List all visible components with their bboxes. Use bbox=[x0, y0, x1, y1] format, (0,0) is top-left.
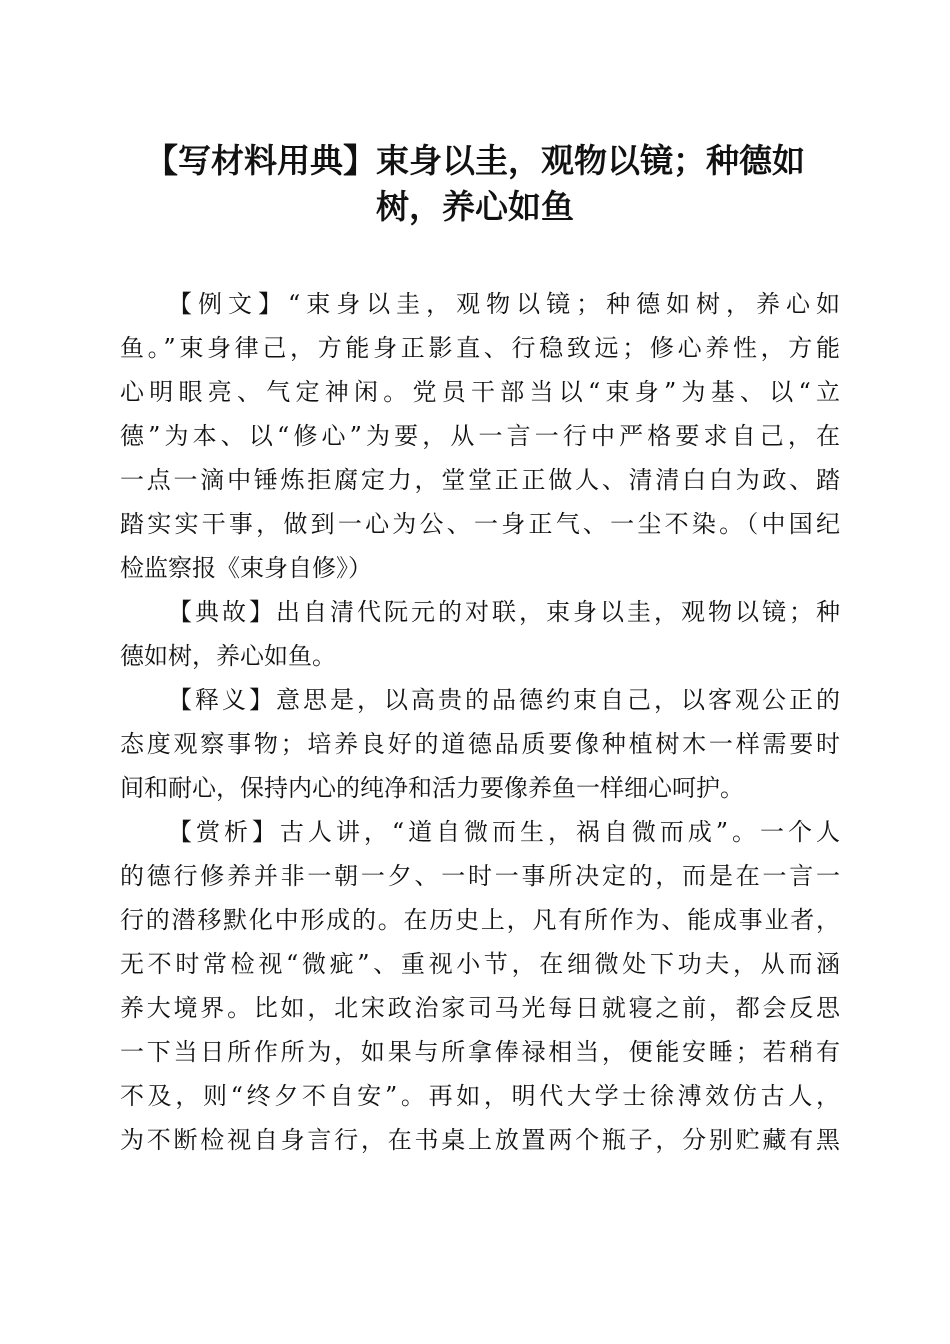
paragraph-example-line: 心明眼亮、气定神闲。党员干部当以“束身”为基、以“立 bbox=[120, 378, 840, 406]
document-body bbox=[120, 282, 840, 1162]
paragraph-appreciation-line: 为不断检视自身言行，在书桌上放置两个瓶子，分别贮藏有黑 bbox=[120, 1126, 840, 1154]
paragraph-example-line: 踏实实干事，做到一心为公、一身正气、一尘不染。（中国纪 bbox=[120, 510, 840, 538]
title-line-1: 【写材料用典】束身以圭，观物以镜；种德如 bbox=[145, 141, 805, 180]
paragraph-allusion-line: 德如树，养心如鱼。 bbox=[120, 642, 336, 670]
paragraph-meaning-line: 【释义】意思是，以高贵的品德约束自己，以客观公正的 bbox=[168, 686, 840, 714]
document-title bbox=[100, 138, 850, 230]
paragraph-appreciation-line: 无不时常检视“微疵”、重视小节，在细微处下功夫，从而涵 bbox=[120, 950, 840, 978]
paragraph-example-line: 鱼。”束身律己，方能身正影直、行稳致远；修心养性，方能 bbox=[120, 334, 840, 362]
paragraph-appreciation-line: 不及，则“终夕不自安”。再如，明代大学士徐溥效仿古人， bbox=[120, 1082, 840, 1110]
paragraph-appreciation-line: 养大境界。比如，北宋政治家司马光每日就寝之前，都会反思 bbox=[120, 994, 840, 1022]
paragraph-allusion-line: 【典故】出自清代阮元的对联，束身以圭，观物以镜；种 bbox=[168, 598, 840, 626]
paragraph-appreciation-line: 的德行修养并非一朝一夕、一时一事所决定的，而是在一言一 bbox=[120, 862, 840, 890]
title-line-2: 树，养心如鱼 bbox=[376, 187, 574, 226]
paragraph-meaning-line: 间和耐心，保持内心的纯净和活力要像养鱼一样细心呵护。 bbox=[120, 774, 744, 802]
paragraph-meaning-line: 态度观察事物；培养良好的道德品质要像种植树木一样需要时 bbox=[120, 730, 840, 758]
paragraph-example-line: 一点一滴中锤炼拒腐定力，堂堂正正做人、清清白白为政、踏 bbox=[120, 466, 840, 494]
paragraph-appreciation-line: 行的潜移默化中形成的。在历史上，凡有所作为、能成事业者， bbox=[120, 906, 840, 934]
paragraph-example-line: 【例文】“束身以圭，观物以镜；种德如树，养心如 bbox=[168, 290, 840, 318]
paragraph-example-line: 检监察报《束身自修》） bbox=[120, 554, 372, 582]
paragraph-appreciation-line: 【赏析】古人讲，“道自微而生，祸自微而成”。一个人 bbox=[168, 818, 840, 846]
paragraph-appreciation-line: 一下当日所作所为，如果与所拿俸禄相当，便能安睡；若稍有 bbox=[120, 1038, 840, 1066]
paragraph-example-line: 德”为本、以“修心”为要，从一言一行中严格要求自己，在 bbox=[120, 422, 840, 450]
